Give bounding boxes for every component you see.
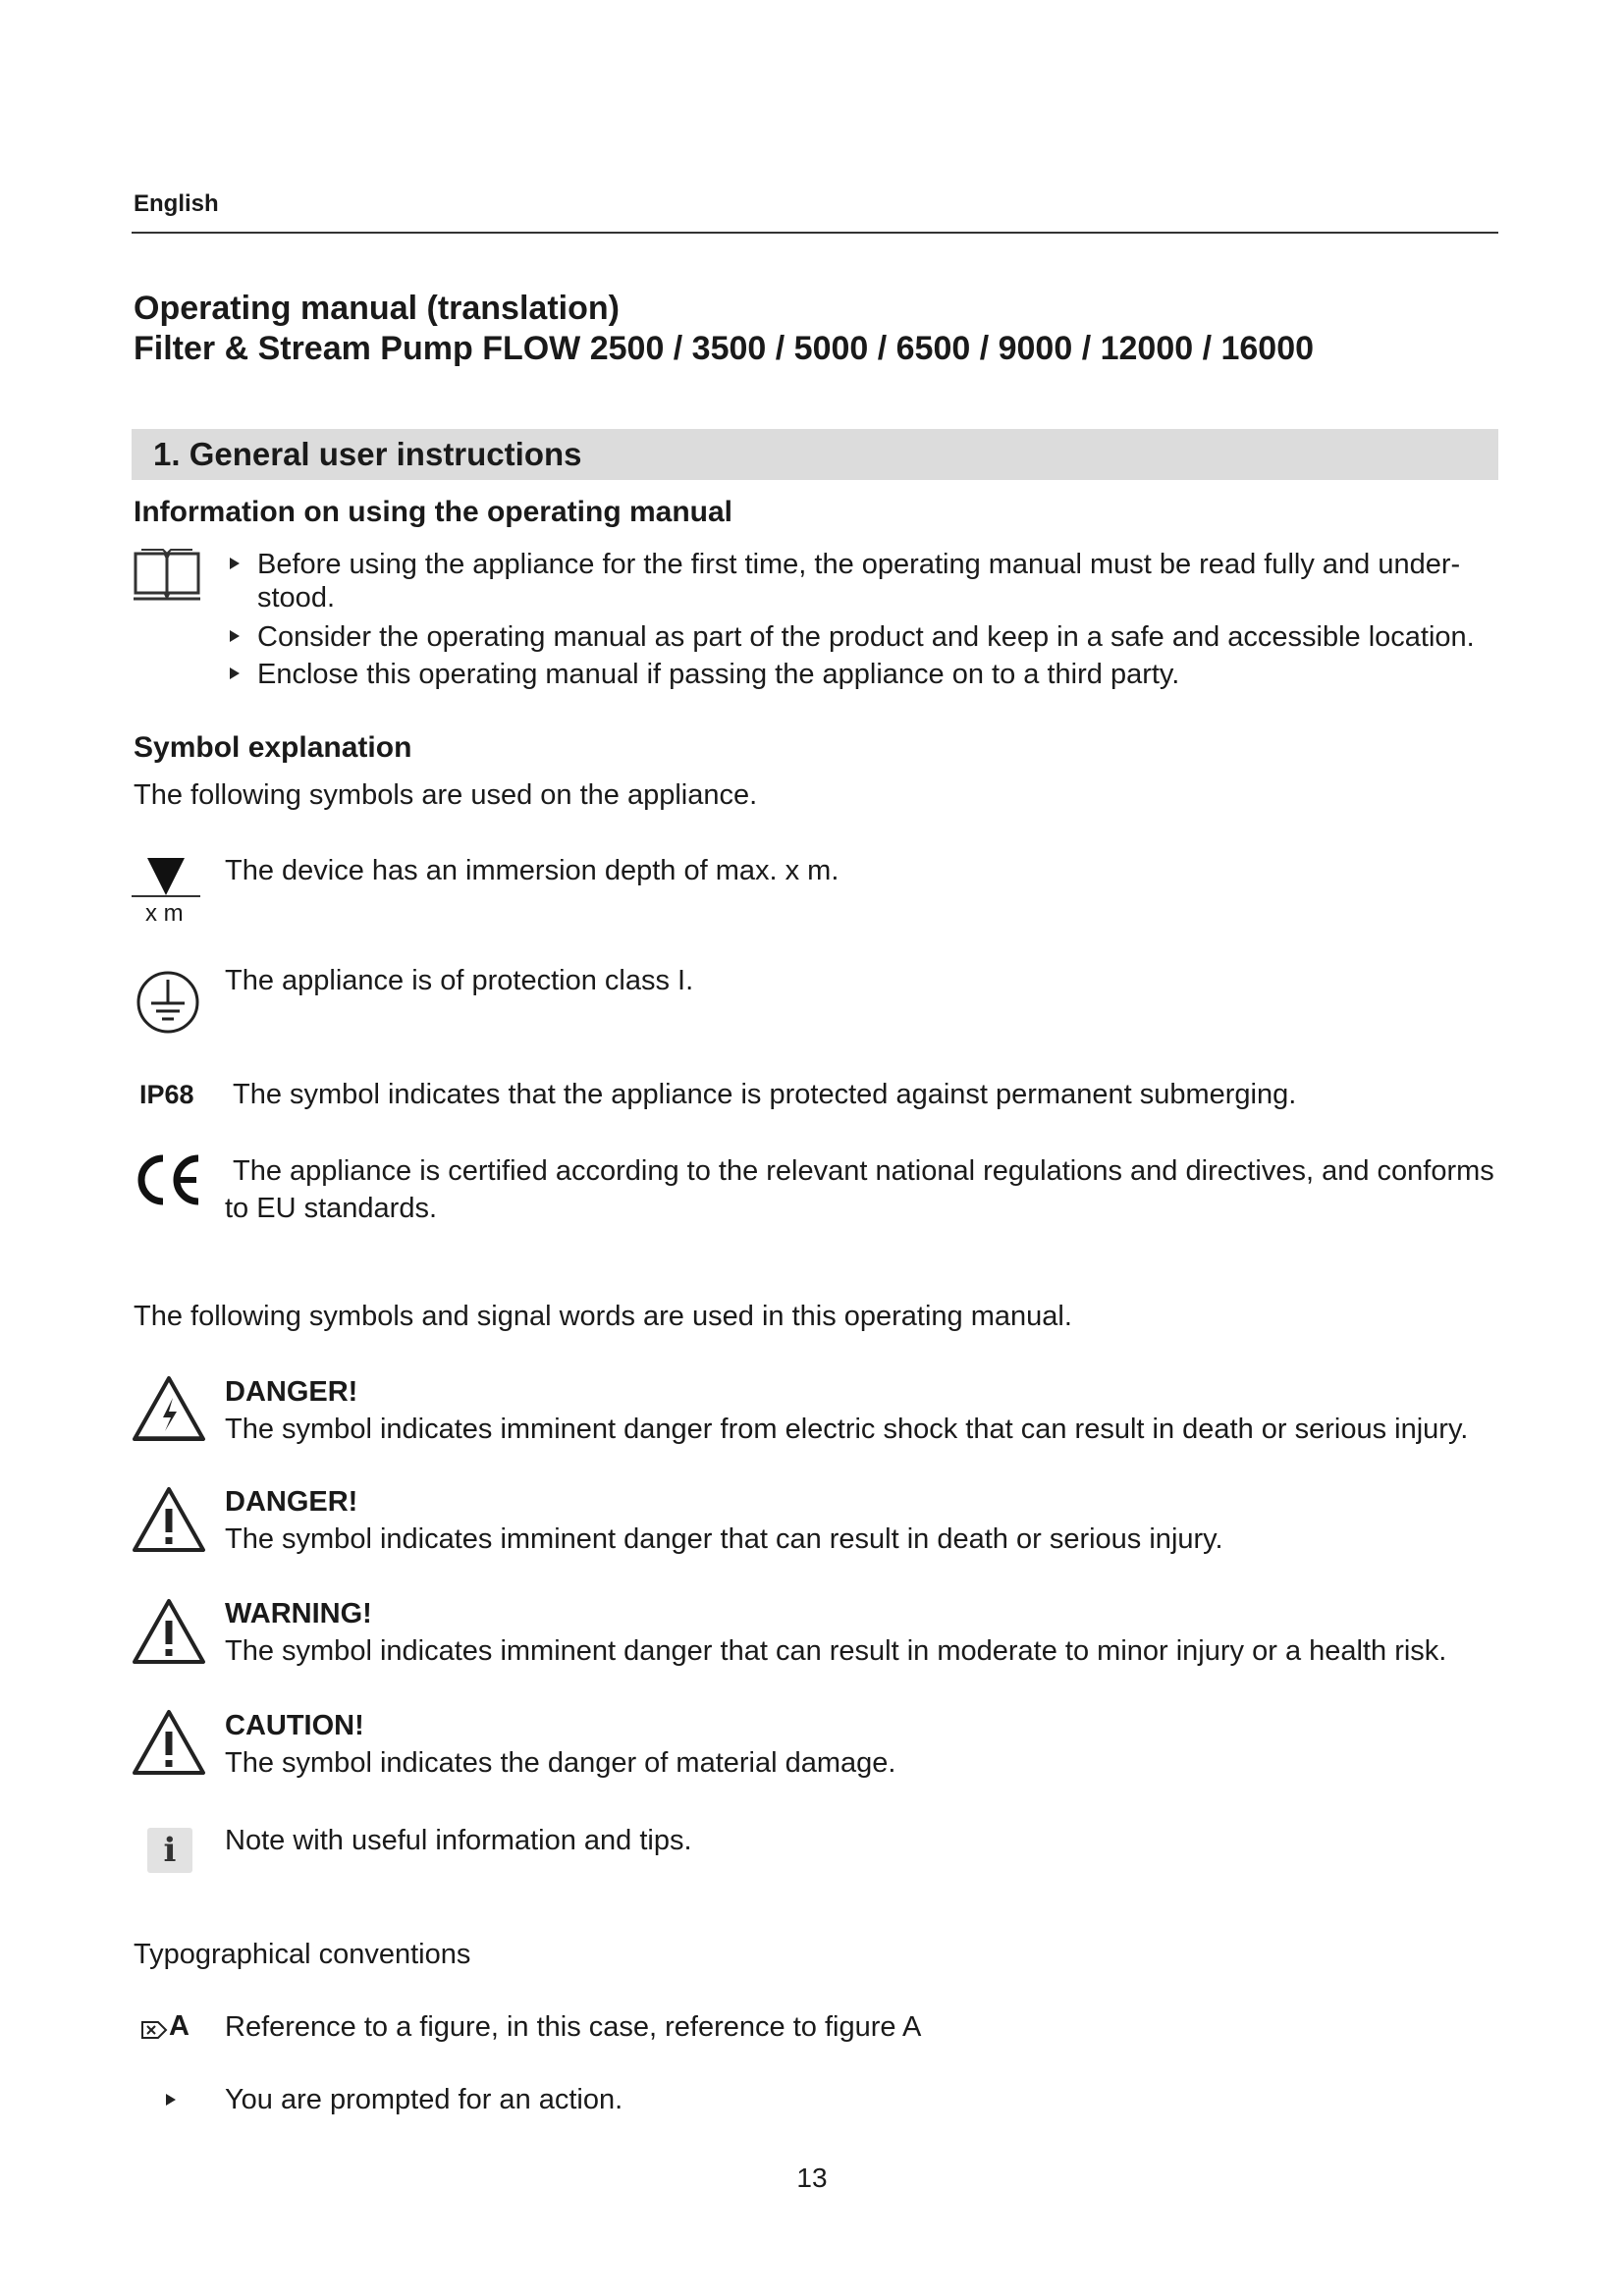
usage-bullet-2: Consider the operating manual as part of the product and keep in a safe and accessible location. [257,621,1475,653]
book-icon [132,546,202,601]
usage-bullet-1: Before using the appliance for the first time, the operating manual must be read fully and under- [257,549,1461,580]
section-title: General user instructions [189,436,582,472]
signal-word-danger: DANGER! [225,1486,358,1518]
header-rule [132,232,1498,234]
signal-text-danger-electric: The symbol indicates imminent danger from electric shock that can result in death or serious injury. [225,1414,1469,1445]
ce-text-line2: to EU standards. [225,1193,437,1224]
usage-bullet-1-cont: stood. [257,582,335,614]
language-label: English [134,190,219,217]
page-number: 13 [796,2163,828,2193]
info-text: Note with useful information and tips. [225,1825,692,1856]
signal-text-caution: The symbol indicates the danger of material damage. [225,1747,896,1779]
danger-icon [132,1485,206,1554]
protection-class-text: The appliance is of protection class I. [225,965,694,996]
caution-icon [132,1708,206,1777]
signal-intro: The following symbols and signal words are used in this operating manual. [134,1301,1072,1332]
info-icon: i [147,1828,192,1873]
action-prompt-icon [165,2093,177,2107]
ce-text-line1: The appliance is certified according to the relevant national regulations and directives, and conforms [233,1155,1494,1187]
signal-word-danger-electric: DANGER! [225,1376,358,1408]
action-prompt-text: You are prompted for an action. [225,2084,623,2115]
protective-earth-icon [135,970,200,1035]
figure-reference-text: Reference to a figure, in this case, reference to figure A [225,2011,922,2043]
signal-text-danger: The symbol indicates imminent danger that can result in death or serious injury. [225,1523,1223,1555]
ip68-text: The symbol indicates that the appliance is protected against permanent submerging. [233,1079,1297,1110]
signal-word-warning: WARNING! [225,1598,372,1629]
ce-mark-icon [134,1154,204,1205]
signal-word-caution: CAUTION! [225,1710,364,1741]
immersion-depth-label: x m [145,900,184,927]
electric-danger-icon [132,1374,206,1443]
bullet-triangle-icon [229,629,241,643]
figure-reference-icon [140,2020,168,2040]
section-number: 1. [153,436,181,472]
product-title: Filter & Stream Pump FLOW 2500 / 3500 / 5000 / 6500 / 9000 / 12000 / 16000 [134,330,1315,367]
ip68-label: IP68 [139,1080,194,1109]
manual-title: Operating manual (translation) [134,290,620,327]
bullet-triangle-icon [229,667,241,680]
section-heading [153,436,582,473]
typography-heading: Typographical conventions [134,1939,471,1970]
usage-heading: Information on using the operating manual [134,496,733,528]
symbols-heading: Symbol explanation [134,731,412,764]
symbols-intro: The following symbols are used on the appliance. [134,779,758,811]
immersion-depth-text: The device has an immersion depth of max. x m. [225,855,839,886]
immersion-depth-icon [132,858,200,897]
figure-reference-label: A [169,2010,189,2042]
bullet-triangle-icon [229,557,241,570]
warning-icon [132,1597,206,1666]
usage-bullet-3: Enclose this operating manual if passing the appliance on to a third party. [257,659,1180,690]
signal-text-warning: The symbol indicates imminent danger that can result in moderate to minor injury or a health risk. [225,1635,1447,1667]
